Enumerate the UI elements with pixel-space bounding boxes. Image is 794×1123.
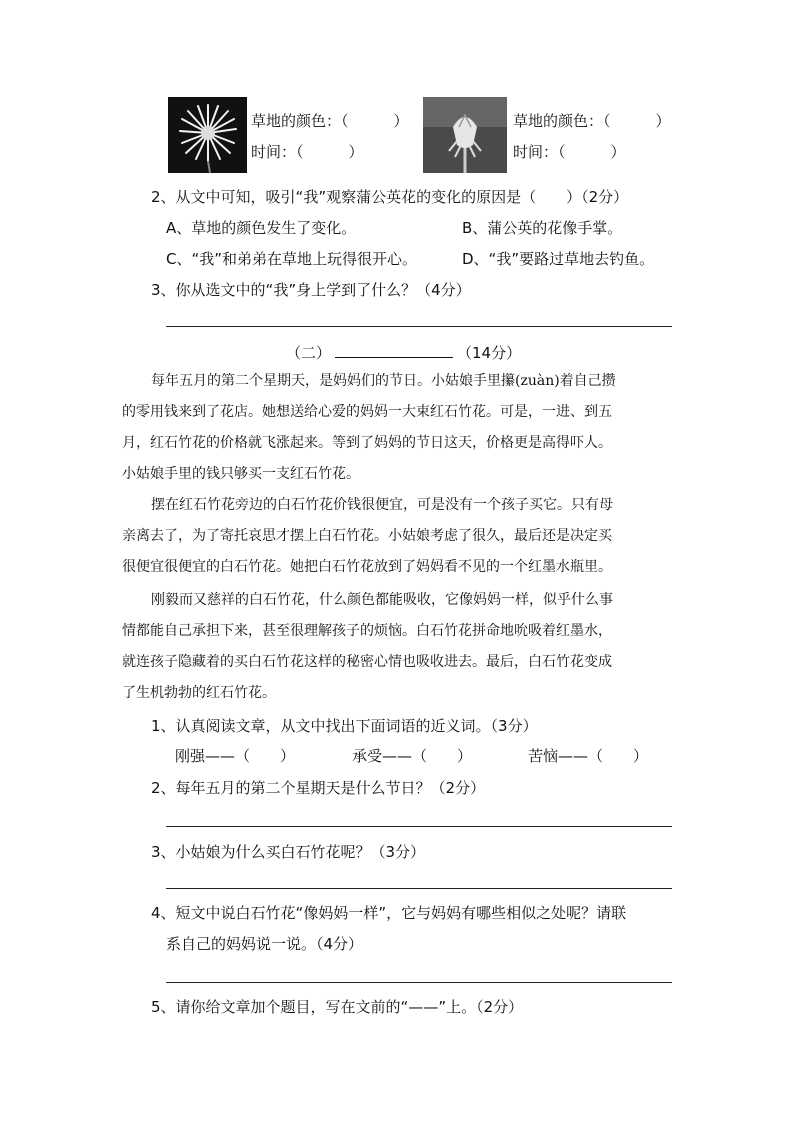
section2-title-prefix: （二）	[286, 344, 332, 362]
s2-question-4-line2: 系自己的妈妈说一说。（4分）	[166, 935, 364, 953]
title-blank[interactable]	[335, 343, 453, 358]
passage-line: 的零用钱来到了花店。她想送给心爱的妈妈一大束红石竹花。可是，一进、到五	[122, 404, 612, 420]
synonym-item: 刚强——（ ）	[175, 747, 296, 765]
passage-line: 月，红石竹花的价格就飞涨起来。等到了妈妈的节日这天，价格更是高得吓人。	[122, 435, 612, 451]
s2-question-2: 2、每年五月的第二个星期天是什么节日？（2分）	[151, 779, 486, 797]
grass-color-label-left: 草地的颜色：（ ）	[251, 112, 409, 130]
question-3: 3、你从选文中的“我”身上学到了什么？（4分）	[151, 281, 471, 299]
s2-question-1: 1、认真阅读文章，从文中找出下面词语的近义词。（3分）	[151, 717, 538, 735]
passage-line: 很便宜很便宜的白石竹花。她把白石竹花放到了妈妈看不见的一个红墨水瓶里。	[122, 559, 612, 575]
s2-question-3: 3、小姑娘为什么买白石竹花呢？（3分）	[151, 843, 426, 861]
synonym-item: 苦恼——（ ）	[528, 747, 649, 765]
passage-line: 亲离去了，为了寄托哀思才摆上白石竹花。小姑娘考虑了很久，最后还是决定买	[122, 528, 612, 544]
passage-line: 了生机勃勃的红石竹花。	[122, 685, 276, 701]
passage-line: 情都能自己承担下来，甚至很理解孩子的烦恼。白石竹花拼命地吮吸着红墨水，	[122, 623, 612, 639]
answer-line-s2q3[interactable]	[166, 888, 672, 889]
s2-question-4-line1: 4、短文中说白石竹花“像妈妈一样”，它与妈妈有哪些相似之处呢？请联	[151, 904, 627, 922]
question-2-option-a: A、草地的颜色发生了变化。	[166, 219, 357, 237]
question-2: 2、从文中可知，吸引“我”观察蒲公英花的变化的原因是（ ）（2分）	[151, 188, 629, 206]
time-label-left: 时间：（ ）	[251, 143, 364, 161]
synonym-item: 承受——（ ）	[352, 747, 473, 765]
s2-question-5: 5、请你给文章加个题目，写在文前的“——”上。（2分）	[151, 998, 524, 1016]
question-2-option-d: D、“我”要路过草地去钓鱼。	[462, 250, 655, 268]
section2-title	[286, 343, 521, 363]
passage-line: 就连孩子隐藏着的买白石竹花这样的秘密心情也吸收进去。最后，白石竹花变成	[122, 654, 612, 670]
section2-title-suffix: （14分）	[457, 344, 522, 362]
grass-color-label-right: 草地的颜色：（ ）	[513, 112, 671, 130]
answer-line-s2q4[interactable]	[166, 982, 672, 983]
passage-line: 小姑娘手里的钱只够买一支红石竹花。	[122, 466, 360, 482]
answer-line-q3[interactable]	[166, 326, 672, 327]
passage-line: 摆在红石竹花旁边的白石竹花价钱很便宜，可是没有一个孩子买它。只有母	[151, 497, 613, 513]
question-2-option-b: B、蒲公英的花像手掌。	[462, 219, 623, 237]
dandelion-flower-photo-icon	[168, 97, 247, 173]
question-2-option-c: C、“我”和弟弟在草地上玩得很开心。	[166, 250, 418, 268]
dandelion-closed-photo-icon	[423, 97, 507, 173]
answer-line-s2q2[interactable]	[166, 826, 672, 827]
passage-line: 刚毅而又慈祥的白石竹花，什么颜色都能吸收，它像妈妈一样，似乎什么事	[151, 592, 613, 608]
passage-line: 每年五月的第二个星期天，是妈妈们的节日。小姑娘手里攥(zuàn)着自己攒	[151, 373, 616, 389]
time-label-right: 时间：（ ）	[513, 143, 626, 161]
